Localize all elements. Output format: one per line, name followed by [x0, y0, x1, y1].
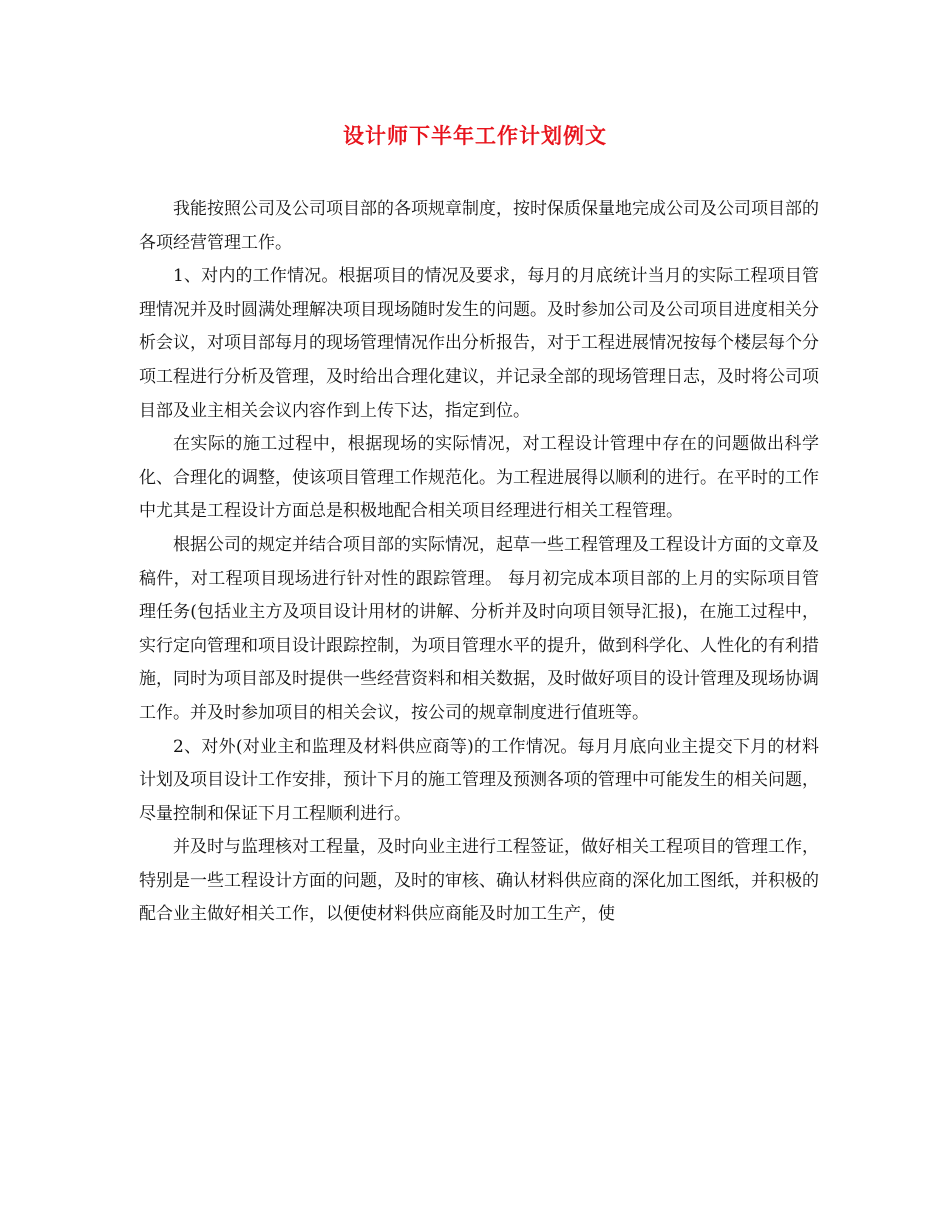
- document-title: 设计师下半年工作计划例文: [343, 123, 607, 148]
- paragraph: 并及时与监理核对工程量，及时向业主进行工程签证，做好相关工程项目的管理工作，特别是一些工程设计方面的问题，及时的审核、确认材料供应商的深化加工图纸，并积极的配合业主做好相关工作，以便使材料供应商能及时加工生产，使: [139, 837, 819, 925]
- paragraph: 根据公司的规定并结合项目部的实际情况，起草一些工程管理及工程设计方面的文章及稿件，对工程项目现场进行针对性的跟踪管理。 每月初完成本项目部的上月的实际项目管理任务(包括业主方及项目设计用材的讲解、分析并及时向项目领导汇报)，在施工过程中，实行定向管理和项目设计跟踪控制，为项目管理水平的提升，做到科学化、人性化的有利措施，同时为项目部及时提供一些经营资料和相关数据，及时做好项目的设计管理及现场协调工作。并及时参加项目的相关会议，按公司的规章制度进行值班等。: [139, 534, 819, 723]
- paragraph: 1、对内的工作情况。根据项目的情况及要求，每月的月底统计当月的实际工程项目管理情况并及时圆满处理解决项目现场随时发生的问题。及时参加公司及公司项目进度相关分析会议，对项目部每月的现场管理情况作出分析报告，对于工程进展情况按每个楼层每个分项工程进行分析及管理，及时给出合理化建议，并记录全部的现场管理日志，及时将公司项目部及业主相关会议内容作到上传下达，指定到位。: [139, 266, 819, 421]
- paragraph: 在实际的施工过程中，根据现场的实际情况，对工程设计管理中存在的问题做出科学化、合理化的调整，使该项目管理工作规范化。为工程进展得以顺利的进行。在平时的工作中尤其是工程设计方面总是积极地配合相关项目经理进行相关工程管理。: [139, 434, 819, 522]
- paragraph: 我能按照公司及公司项目部的各项规章制度，按时保质保量地完成公司及公司项目部的各项经营管理工作。: [139, 199, 819, 253]
- document-body: [139, 193, 819, 932]
- paragraph: 2、对外(对业主和监理及材料供应商等)的工作情况。每月月底向业主提交下月的材料计划及项目设计工作安排，预计下月的施工管理及预测各项的管理中可能发生的相关问题，尽量控制和保证下月工程顺利进行。: [139, 736, 819, 824]
